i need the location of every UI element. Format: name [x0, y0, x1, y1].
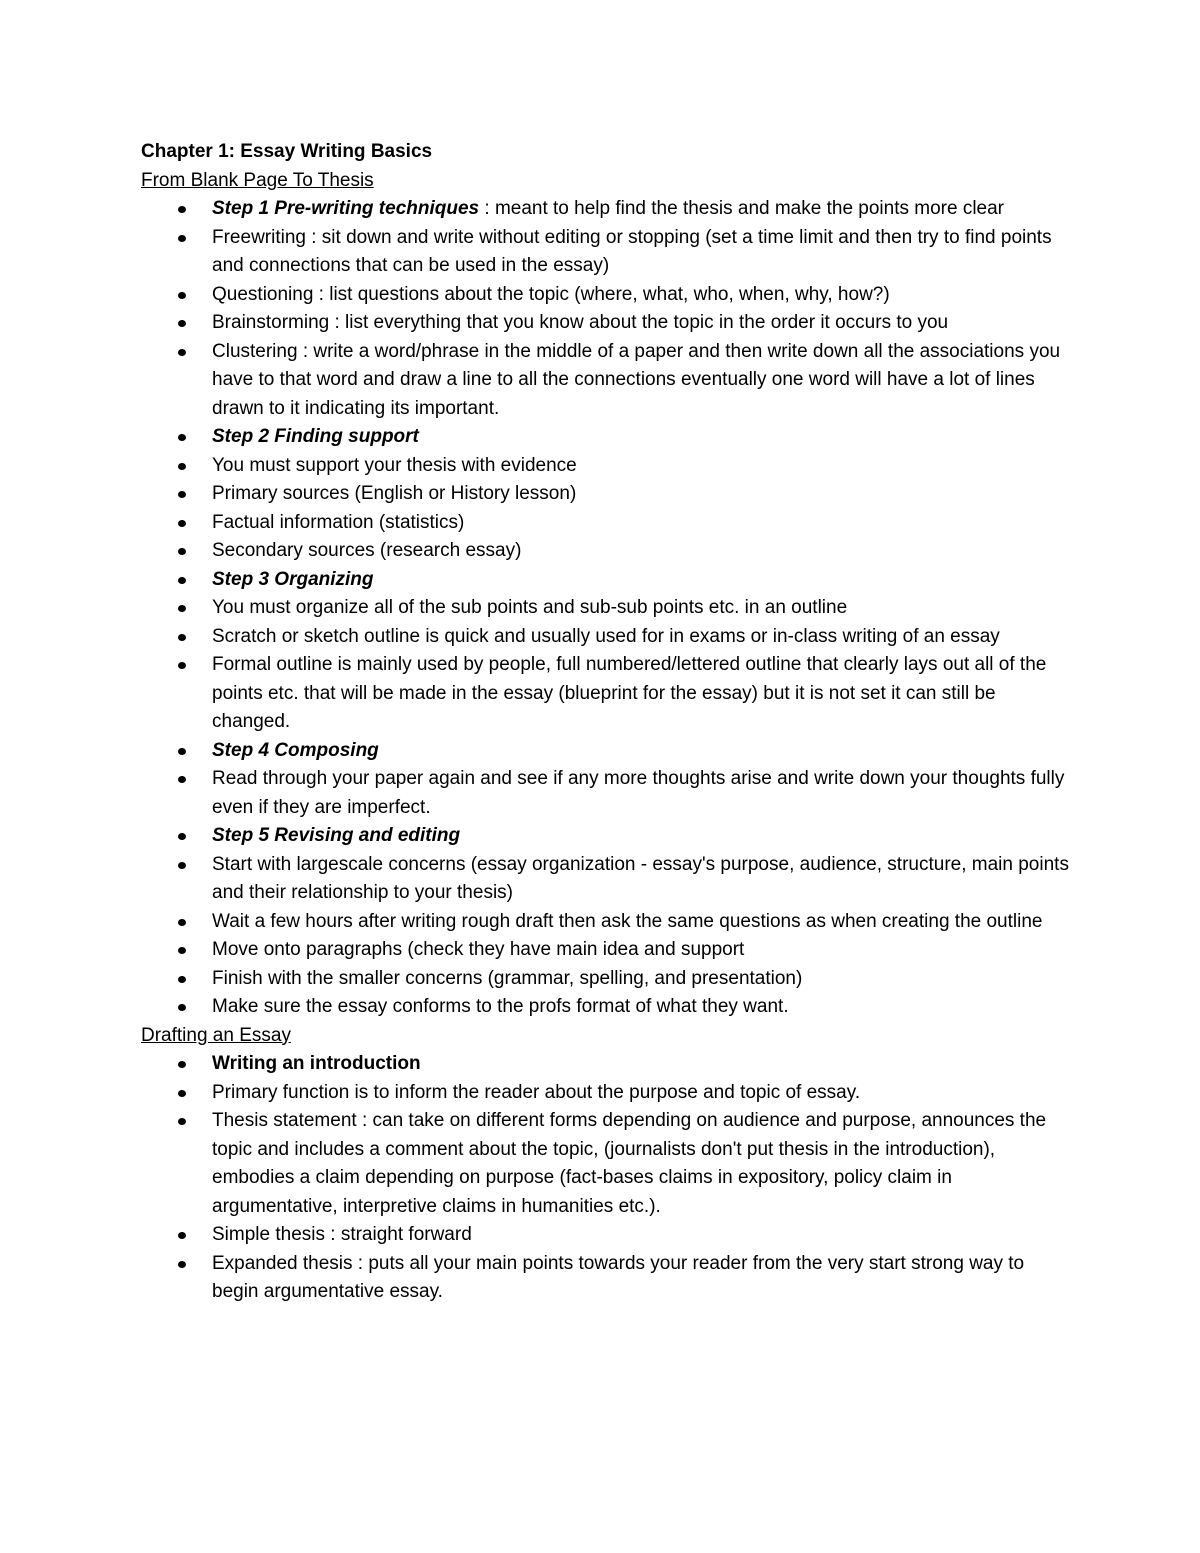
list-item-text: Read through your paper again and see if any more thoughts arise and write down your thoughts fully even if they are imperfect. — [212, 768, 1065, 818]
list-item — [141, 851, 1071, 908]
list-item — [141, 509, 1071, 538]
list-item — [141, 765, 1071, 822]
bullet-list — [141, 1050, 1071, 1307]
bullet-icon — [178, 1004, 186, 1011]
list-item-lead: Step 3 Organizing — [212, 568, 374, 590]
bullet-icon — [178, 748, 186, 755]
list-item-text: Make sure the essay conforms to the profs format of what they want. — [212, 996, 789, 1017]
section-heading: From Blank Page To Thesis — [141, 169, 374, 191]
bullet-icon — [178, 662, 186, 669]
bullet-icon — [178, 833, 186, 840]
list-item-text: Thesis statement : can take on different forms depending on audience and purpose, announces the topic and includes a comment about the topic, (journalists don't put thesis in the introduction), embodies a claim depending on purpose (fact-bases claims in expository, policy claim in argumentative, interpretive claims in humanities etc.). — [212, 1110, 1047, 1217]
list-item-lead: Step 5 Revising and editing — [212, 825, 461, 846]
list-item — [141, 281, 1071, 310]
bullet-icon — [178, 434, 186, 441]
list-item — [141, 822, 1071, 851]
list-item-text: : meant to help find the thesis and make the points more clear — [479, 198, 1005, 219]
list-item-text: Scratch or sketch outline is quick and usually used for in exams or in-class writing of an essay — [212, 625, 1000, 647]
bullet-icon — [178, 1090, 186, 1097]
list-item-text: Start with largescale concerns (essay organization - essay's purpose, audience, structure, main points and their relationship to your thesis) — [212, 853, 1069, 903]
list-item — [141, 566, 1071, 595]
list-item — [141, 594, 1071, 623]
bullet-icon — [178, 1118, 186, 1125]
list-item-lead: Step 1 Pre-writing techniques — [212, 198, 480, 219]
list-item-text: Brainstorming : list everything that you know about the topic in the order it occurs to you — [212, 312, 949, 333]
bullet-icon — [178, 491, 186, 498]
section-heading: Drafting an Essay — [141, 1024, 291, 1046]
list-item — [141, 623, 1071, 652]
list-item — [141, 480, 1071, 509]
list-item-lead: Step 2 Finding support — [212, 426, 419, 447]
list-item-text: Secondary sources (research essay) — [212, 540, 522, 561]
bullet-icon — [178, 548, 186, 555]
bullet-icon — [178, 320, 186, 327]
bullet-icon — [178, 577, 186, 584]
bullet-icon — [178, 776, 186, 783]
bullet-icon — [178, 520, 186, 527]
bullet-icon — [178, 919, 186, 926]
list-item-text: You must support your thesis with evidence — [212, 454, 577, 476]
bullet-icon — [178, 634, 186, 641]
list-item-lead: Writing an introduction — [212, 1053, 421, 1074]
list-item — [141, 537, 1071, 566]
bullet-icon — [178, 976, 186, 983]
bullet-list — [141, 195, 1071, 1022]
list-item — [141, 1050, 1071, 1079]
list-item — [141, 1221, 1071, 1250]
list-item — [141, 1107, 1071, 1221]
list-item-text: Clustering : write a word/phrase in the middle of a paper and then write down all the associations you have to that word and draw a line to all the connections eventually one word will have a lot of lines drawn to it indicating its important. — [212, 340, 1061, 419]
list-item-text: You must organize all of the sub points and sub-sub points etc. in an outline — [212, 597, 848, 618]
list-item-text: Primary sources (English or History lesson) — [212, 483, 577, 504]
list-item — [141, 1079, 1071, 1108]
bullet-icon — [178, 1232, 186, 1239]
list-item — [141, 737, 1071, 766]
list-item — [141, 224, 1071, 281]
list-item-text: Move onto paragraphs (check they have main idea and support — [212, 939, 745, 960]
bullet-icon — [178, 1261, 186, 1268]
list-item — [141, 936, 1071, 965]
list-item — [141, 651, 1071, 737]
list-item — [141, 452, 1071, 481]
bullet-icon — [178, 862, 186, 869]
list-item — [141, 195, 1071, 224]
bullet-icon — [178, 349, 186, 356]
bullet-icon — [178, 605, 186, 612]
list-item-text: Wait a few hours after writing rough draft then ask the same questions as when creating the outline — [212, 910, 1043, 932]
list-item-text: Expanded thesis : puts all your main points towards your reader from the very start strong way to begin argumentative essay. — [212, 1252, 1025, 1302]
list-item — [141, 309, 1071, 338]
list-item-lead: Step 4 Composing — [212, 739, 379, 761]
list-item-text: Freewriting : sit down and write without editing or stopping (set a time limit and then try to find points and connections that can be used in the essay) — [212, 226, 1052, 276]
list-item-text: Finish with the smaller concerns (grammar, spelling, and presentation) — [212, 967, 803, 989]
bullet-icon — [178, 235, 186, 242]
list-item — [141, 423, 1071, 452]
bullet-icon — [178, 947, 186, 954]
list-item — [141, 338, 1071, 424]
bullet-icon — [178, 292, 186, 299]
bullet-icon — [178, 206, 186, 213]
list-item — [141, 908, 1071, 937]
list-item — [141, 965, 1071, 994]
list-item-text: Formal outline is mainly used by people, full numbered/lettered outline that clearly lays out all of the points etc. that will be made in the essay (blueprint for the essay) but it is not set it can still be changed. — [212, 654, 1047, 732]
list-item-text: Primary function is to inform the reader about the purpose and topic of essay. — [212, 1081, 861, 1103]
list-item-text: Simple thesis : straight forward — [212, 1224, 472, 1245]
chapter-title: Chapter 1: Essay Writing Basics — [141, 141, 433, 162]
list-item — [141, 1250, 1071, 1307]
list-item-text: Factual information (statistics) — [212, 511, 465, 533]
list-item-text: Questioning : list questions about the topic (where, what, who, when, why, how?) — [212, 283, 890, 305]
bullet-icon — [178, 463, 186, 470]
bullet-icon — [178, 1061, 186, 1068]
list-item — [141, 993, 1071, 1022]
document-page — [141, 138, 1071, 1307]
